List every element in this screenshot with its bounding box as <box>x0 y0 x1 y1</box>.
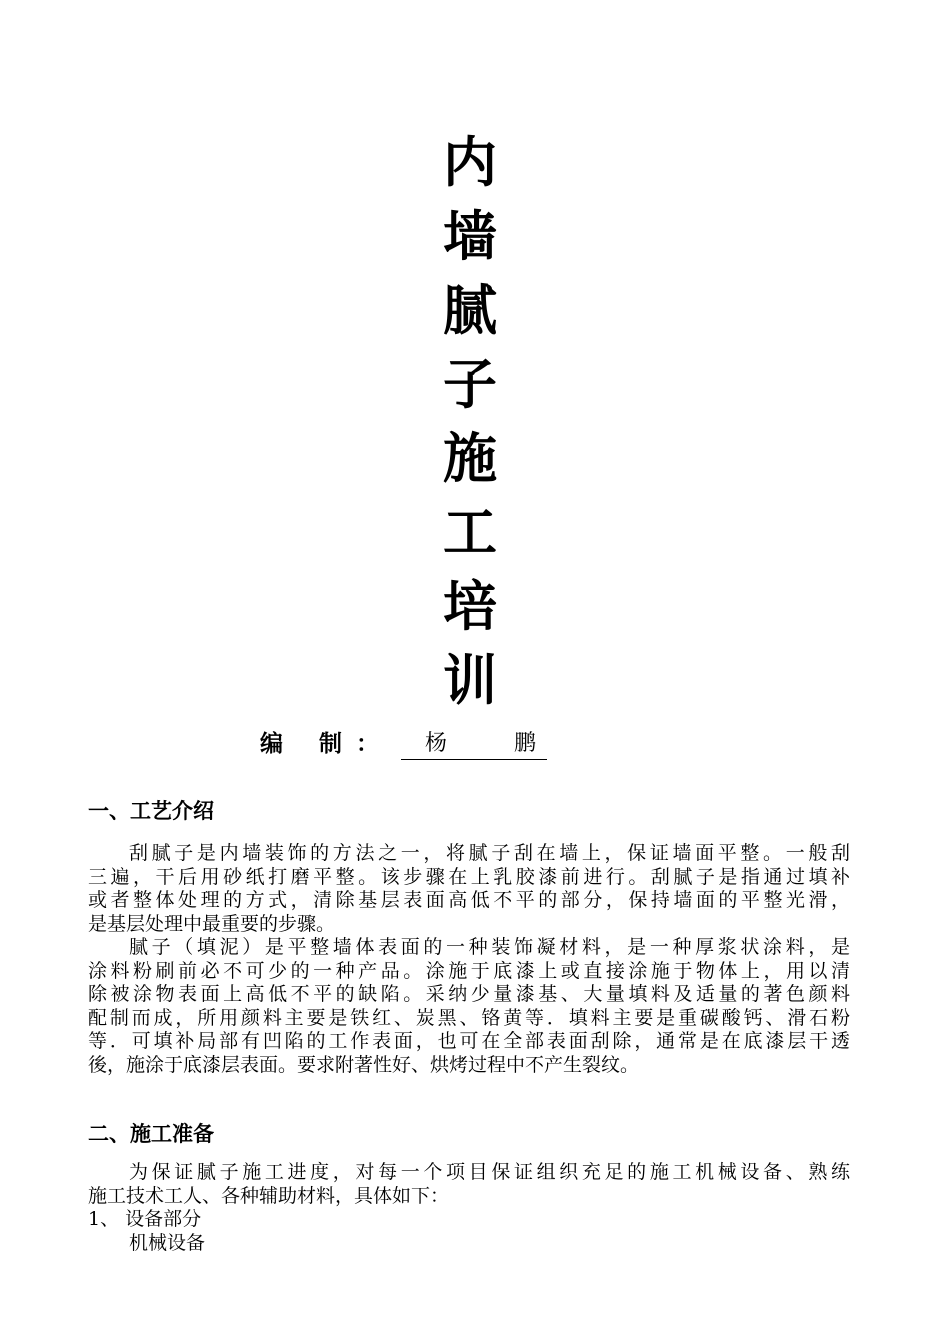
section-body-process-intro <box>88 842 850 1077</box>
paragraph-line: 除被涂物表面上高低不平的缺陷。采纳少量漆基、大量填料及适量的著色颜料 <box>88 983 850 1005</box>
paragraph-line: 刮腻子是内墙装饰的方法之一，将腻子刮在墙上，保证墙面平整。一般刮 <box>129 842 850 864</box>
title-char: 培 <box>443 575 497 638</box>
title-char: 子 <box>443 353 497 416</box>
list-item-subheading: 机械设备 <box>129 1231 206 1254</box>
paragraph-line: 或者整体处理的方式，清除基层表面高低不平的部分，保持墙面的平整光滑， <box>88 889 850 911</box>
paragraph-line: 为保证腻子施工进度，对每一个项目保证组织充足的施工机械设备、熟练 <box>129 1161 850 1183</box>
title-char: 腻 <box>443 279 497 342</box>
document-title <box>425 126 515 718</box>
paragraph-line: 是基层处理中最重要的步骤。 <box>88 912 336 935</box>
paragraph-line: 後，施涂于底漆层表面。要求附著性好、烘烤过程中不产生裂纹。 <box>88 1053 640 1076</box>
paragraph-line: 腻子（填泥）是平整墙体表面的一种装饰凝材料，是一种厚浆状涂料，是 <box>129 936 850 958</box>
title-char: 墙 <box>443 205 497 268</box>
paragraph-line: 配制而成，所用颜料主要是铁红、炭黑、铬黄等．填料主要是重碳酸钙、滑石粉 <box>88 1006 850 1029</box>
title-char: 内 <box>443 131 497 194</box>
author-name: 杨 鹏 <box>401 729 547 760</box>
author-label: 编 制： <box>260 731 394 757</box>
list-item-heading: 1、 设备部分 <box>88 1208 202 1230</box>
title-char: 训 <box>443 649 497 712</box>
paragraph-line: 三遍，干后用砂纸打磨平整。该步骤在上乳胶漆前进行。刮腻子是指通过填补 <box>88 865 850 888</box>
section-heading-construction-prep: 二、施工准备 <box>88 1122 214 1146</box>
author-line <box>260 724 567 760</box>
paragraph-line: 涂料粉刷前必不可少的一种产品。涂施于底漆上或直接涂施于物体上，用以清 <box>88 959 850 982</box>
section-heading-process-intro: 一、工艺介绍 <box>88 799 214 823</box>
title-char: 施 <box>443 427 497 490</box>
paragraph-line: 施工技术工人、各种辅助材料，具体如下： <box>88 1184 450 1207</box>
paragraph-line: 等．可填补局部有凹陷的工作表面，也可在全部表面刮除，通常是在底漆层干透 <box>88 1030 850 1052</box>
section-body-construction-prep <box>88 1161 850 1255</box>
title-char: 工 <box>443 501 497 564</box>
